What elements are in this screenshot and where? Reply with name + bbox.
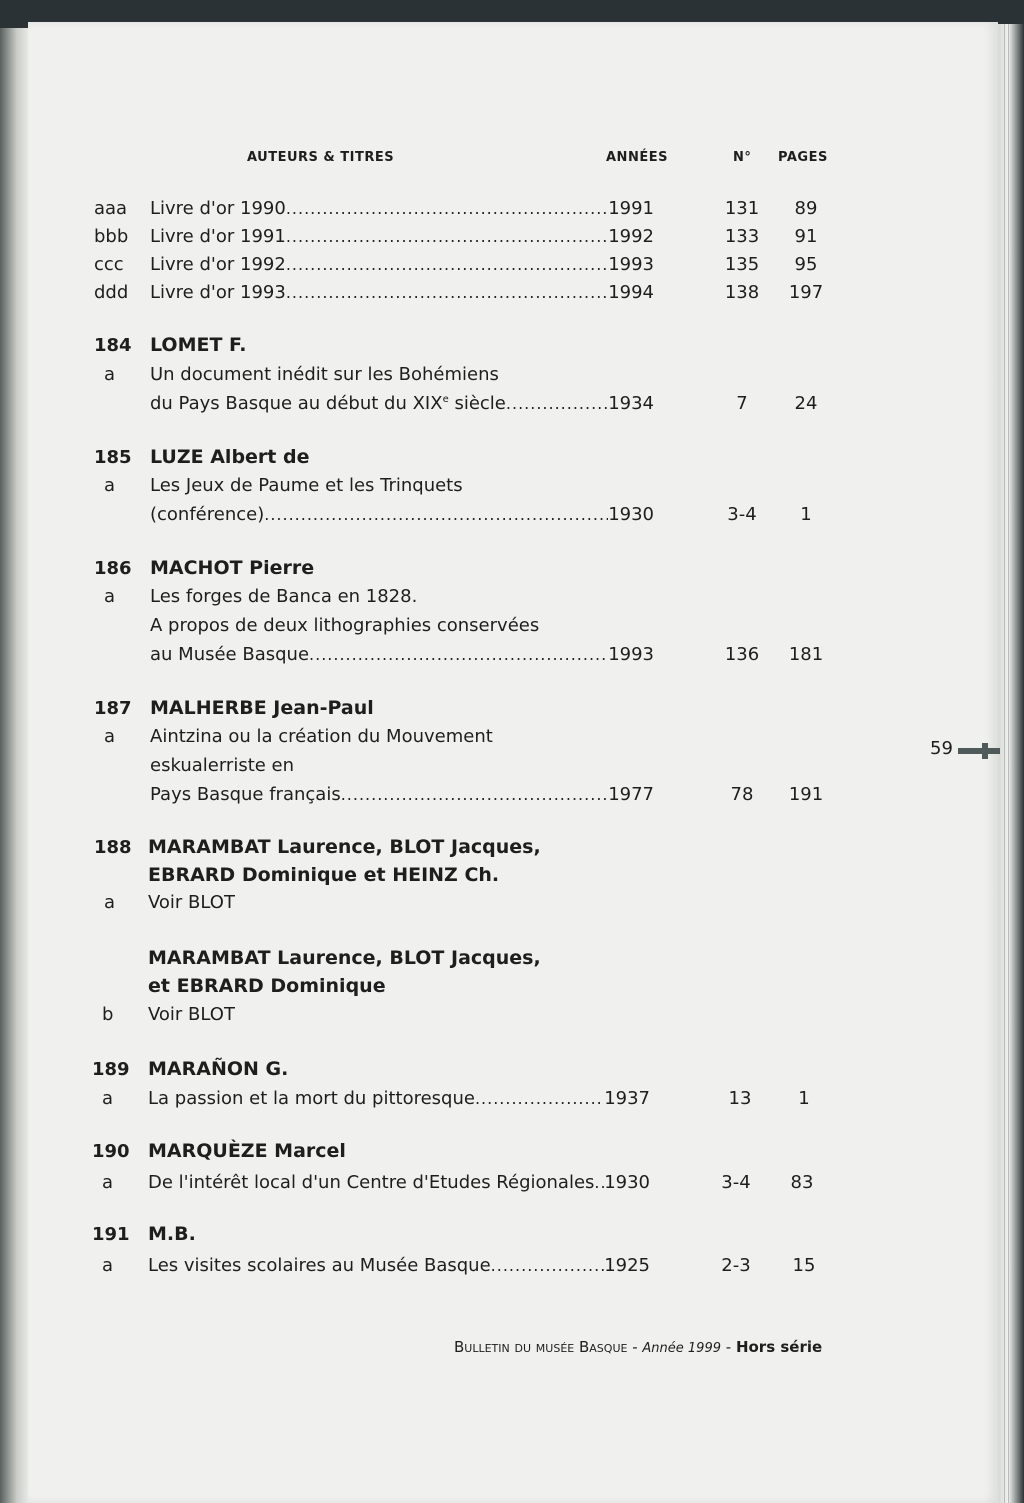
author-name: MALHERBE Jean-Paul (150, 697, 374, 719)
entry-pages: 191 (788, 784, 824, 805)
entry-letter: a (104, 475, 116, 496)
running-footer: Bulletin du musée Basque - Année 1999 - Hors série (454, 1338, 823, 1356)
entry-number-label: 191 (92, 1224, 130, 1245)
author-name: MACHOT Pierre (150, 557, 315, 579)
entry-number: 135 (724, 254, 760, 275)
entry-year: 1925 (604, 1255, 650, 1276)
header-pages: PAGES (778, 150, 828, 165)
header-authors-titles: AUTEURS & TITRES (247, 150, 395, 165)
entry-letter: aaa (94, 198, 128, 219)
entry-year: 1993 (608, 644, 654, 665)
entry-letter: a (104, 364, 116, 385)
entry-title: Livre d'or 1991 ..... 1992 (150, 226, 654, 247)
entry-letter: b (102, 1004, 114, 1025)
entry-letter: bbb (94, 226, 129, 247)
footer-year: Année 1999 (642, 1341, 721, 1356)
entry-pages: 197 (788, 282, 824, 303)
entry-number: 3-4 (721, 1172, 751, 1193)
entry-number: 136 (724, 644, 760, 665)
entry-title: Livre d'or 1993 ..... 1994 (150, 282, 654, 303)
entry-year: 1930 (608, 504, 654, 525)
header-years: ANNÉES (606, 150, 668, 165)
entry-number: 7 (736, 393, 748, 414)
entry-title-line: Voir BLOT (148, 892, 235, 913)
entry-title: La passion et la mort du pittoresque ..... 1937 (148, 1088, 650, 1109)
entry-pages: 15 (792, 1255, 816, 1276)
entry-title: (conférence) ..... 1930 (150, 504, 654, 525)
entry-pages: 95 (794, 254, 818, 275)
thumb-tab-marker (958, 748, 1000, 754)
entry-title: du Pays Basque au début du XIXe siècle ..... 1934 (150, 393, 654, 414)
entry-number-label: 186 (94, 558, 132, 579)
entry-pages: 181 (788, 644, 824, 665)
footer-edition: Hors série (735, 1338, 823, 1356)
entry-pages: 1 (798, 1088, 810, 1109)
author-name: MARAMBAT Laurence, BLOT Jacques, (148, 947, 541, 969)
thumb-tab-notch (982, 743, 988, 759)
author-name: EBRARD Dominique et HEINZ Ch. (148, 864, 500, 886)
entry-number: 3-4 (727, 504, 757, 525)
entry-pages: 24 (794, 393, 818, 414)
entry-year: 1930 (604, 1172, 650, 1193)
entry-number-label: 190 (92, 1141, 130, 1162)
entry-title: Livre d'or 1992 ..... 1993 (150, 254, 654, 275)
entry-letter: a (102, 1255, 114, 1276)
entry-title-line: A propos de deux lithographies conservées (150, 615, 540, 636)
entry-letter: a (104, 892, 116, 913)
author-name: MARAÑON G. (148, 1058, 289, 1080)
entry-number: 13 (728, 1088, 752, 1109)
author-name: LUZE Albert de (150, 446, 310, 468)
author-name: LOMET F. (150, 334, 247, 356)
entry-pages: 89 (794, 198, 818, 219)
entry-title-line: eskualerriste en (150, 755, 295, 776)
entry-title: Pays Basque français ..... 1977 (150, 784, 654, 805)
entry-pages: 91 (794, 226, 818, 247)
facing-page-edge (0, 28, 28, 1503)
entry-number: 78 (730, 784, 754, 805)
journal-name: Bulletin du musée Basque (454, 1338, 628, 1356)
entry-year: 1934 (608, 393, 654, 414)
entry-year: 1977 (608, 784, 654, 805)
page-fore-edge (998, 24, 1024, 1503)
entry-letter: a (104, 586, 116, 607)
author-name: MARAMBAT Laurence, BLOT Jacques, (148, 836, 541, 858)
entry-title-line: Aintzina ou la création du Mouvement (150, 726, 493, 747)
entry-year: 1991 (608, 198, 654, 219)
entry-number-label: 189 (92, 1059, 130, 1080)
entry-number: 2-3 (721, 1255, 751, 1276)
entry-title-line: Les Jeux de Paume et les Trinquets (150, 475, 463, 496)
entry-number: 133 (724, 226, 760, 247)
entry-number-label: 188 (94, 837, 132, 858)
author-name: MARQUÈZE Marcel (148, 1140, 346, 1162)
page-number: 59 (930, 738, 953, 759)
entry-title: Les visites scolaires au Musée Basque ..... 1925 (148, 1255, 650, 1276)
entry-pages: 1 (800, 504, 812, 525)
entry-pages: 83 (790, 1172, 814, 1193)
author-name: et EBRARD Dominique (148, 975, 386, 997)
entry-title: De l'intérêt local d'un Centre d'Etudes Régionales ..... 1930 (148, 1172, 650, 1193)
entry-title-line: Les forges de Banca en 1828. (150, 586, 418, 607)
entry-title: au Musée Basque ..... 1993 (150, 644, 654, 665)
entry-number-label: 185 (94, 447, 132, 468)
author-name: M.B. (148, 1223, 196, 1245)
entry-title-line: Voir BLOT (148, 1004, 235, 1025)
entry-letter: a (102, 1172, 114, 1193)
entry-year: 1993 (608, 254, 654, 275)
entry-title: Livre d'or 1990 ..... 1991 (150, 198, 654, 219)
entry-letter: ddd (94, 282, 129, 303)
entry-year: 1994 (608, 282, 654, 303)
entry-letter: a (104, 726, 116, 747)
entry-number: 138 (724, 282, 760, 303)
entry-letter: a (102, 1088, 114, 1109)
entry-number-label: 184 (94, 335, 132, 356)
entry-year: 1937 (604, 1088, 650, 1109)
entry-title-line: Un document inédit sur les Bohémiens (150, 364, 499, 385)
entry-letter: ccc (94, 254, 124, 275)
entry-year: 1992 (608, 226, 654, 247)
entry-number: 131 (724, 198, 760, 219)
header-number: N° (733, 150, 752, 165)
entry-number-label: 187 (94, 698, 132, 719)
